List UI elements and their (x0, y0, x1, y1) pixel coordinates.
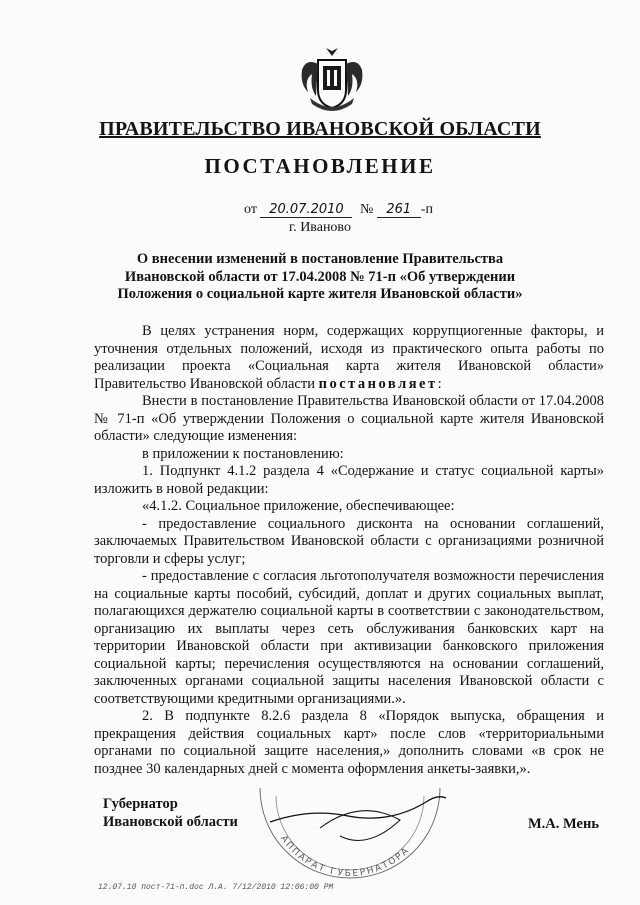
official-stamp (250, 758, 450, 888)
number-prefix: № (359, 202, 374, 217)
body-paragraph: - предоставление социального дисконта на основании соглашений, заключаемых Правительством Ивановской области с организациями розничной торговли и сферы услуг; (94, 515, 604, 567)
stamp-text: АППАРАТ ГУБЕРНАТОРА (278, 833, 413, 880)
body-paragraph: 1. Подпункт 4.1.2 раздела 4 «Содержание и статус социальной карты» изложить в новой редакции: (94, 463, 604, 497)
body-paragraph: - предоставление с согласия льготополучателя возможности перечисления на социальные карты пособий, субсидий, доплат и других социальных выплат, полагающихся держателю социальной карты в соответствии с законодательством, организацию их выплаты через сеть обслуживания банковских карт на территории Ивановской области при активизации банковского приложения социальной карты; перечисления осуществляются на основании соглашений, заключенных органами социальной защиты населения Ивановской области с соответствующими кредитными организациями.». (94, 568, 604, 707)
coat-of-arms-icon (296, 44, 368, 114)
signature-title: Губернатор (103, 796, 178, 812)
document-body (94, 323, 604, 778)
body-paragraph: Внести в постановление Правительства Ивановской области от 17.04.2008 № 71-п «Об утверждении Положения о социальной карте жителя Ивановской области» следующие изменения: (94, 393, 604, 444)
government-title: ПРАВИТЕЛЬСТВО ИВАНОВСКОЙ ОБЛАСТИ (99, 118, 541, 140)
number-suffix: -п (420, 202, 433, 217)
decree-verb: постановляет (318, 375, 438, 392)
subject-line: Положения о социальной карте жителя Ивановской области» (117, 286, 523, 302)
paragraph-text: : (437, 375, 442, 392)
date-number-line (244, 202, 433, 218)
paragraph-text: В целях устранения норм, содержащих коррупциогенные факторы, и уточнения отдельных положений, исходя из практического опыта работы по реализации проекта «Социальная карта жителя Ивановской области» Правительство Ивановской области (94, 323, 604, 392)
body-paragraph: «4.1.2. Социальное приложение, обеспечивающее: (142, 498, 455, 514)
body-paragraph: 2. В подпункте 8.2.6 раздела 8 «Порядок выпуска, обращения и прекращения действия социальных карт» после слов «территориальными органами по социальной защите населения,» дополнить словами «в срок не позднее 30 календарных дней с момента оформления анкеты-заявки,». (94, 708, 604, 777)
body-paragraph (94, 323, 604, 393)
date-prefix: от (244, 202, 257, 217)
subject-line: Ивановской области от 17.04.2008 № 71-п «Об утверждении (124, 268, 516, 285)
document-type-title: ПОСТАНОВЛЕНИЕ (204, 154, 436, 178)
svg-text:АППАРАТ ГУБЕРНАТОРА (278, 834, 412, 879)
signature-region: Ивановской области (103, 813, 238, 830)
file-footer: 12.07.10 пост-71-п.doc Л.А. 7/12/2010 12:06:00 PM (98, 883, 334, 892)
document-date: 20.07.2010 (260, 203, 352, 218)
body-paragraph: в приложении к постановлению: (142, 445, 344, 462)
signatory-name: М.А. Мень (528, 816, 599, 832)
document-number: 261 (377, 203, 421, 218)
document-subject (100, 251, 540, 304)
city-label: г. Иваново (289, 220, 351, 235)
subject-line: О внесении изменений в постановление Правительства (136, 251, 504, 267)
signature-position (103, 796, 238, 831)
